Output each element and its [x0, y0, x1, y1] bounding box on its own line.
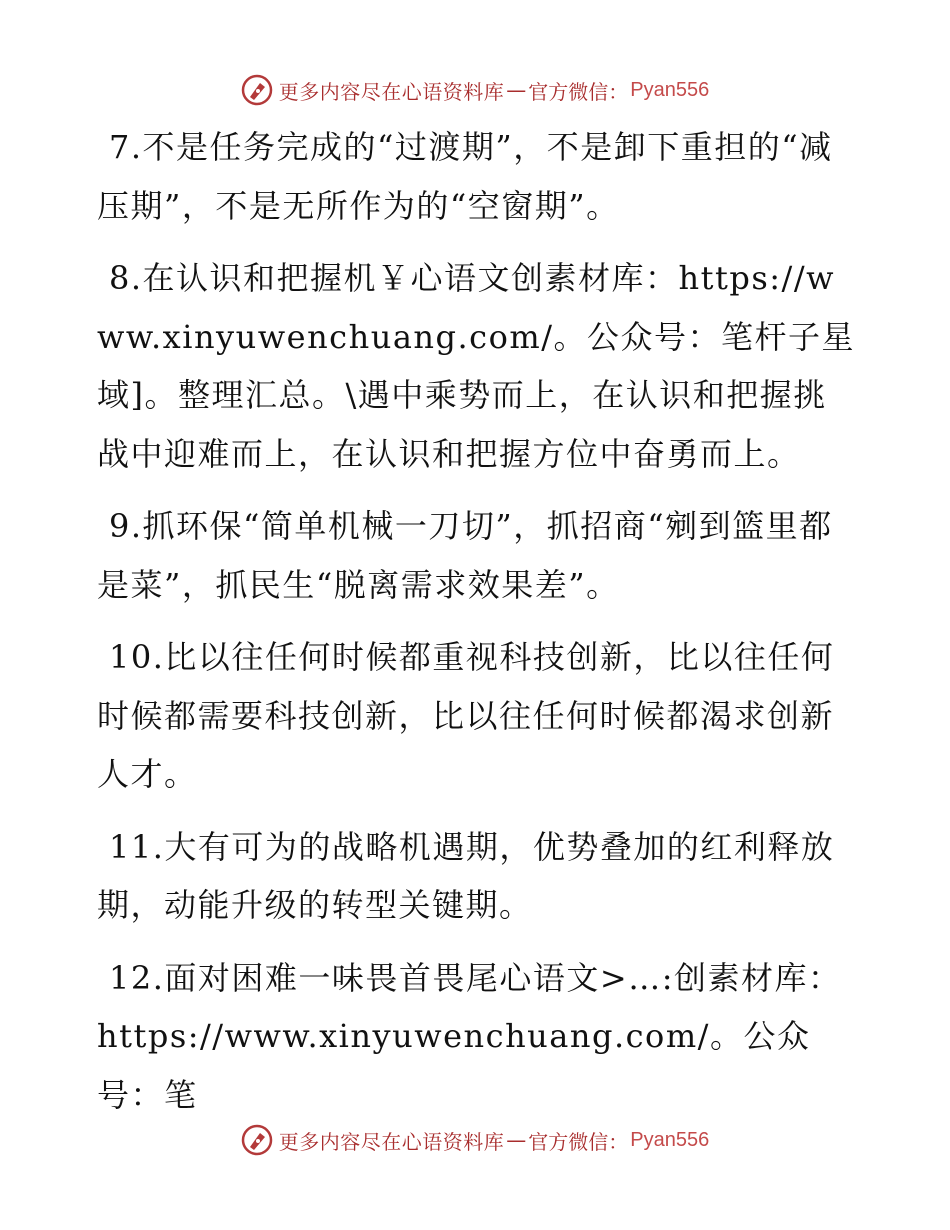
document-body	[97, 118, 857, 1138]
banner-text: 更多内容尽在心语资料库	[278, 79, 505, 104]
paragraph-11: 11.大有可为的战略机遇期，优势叠加的红利释放期，动能升级的转型关键期。	[97, 827, 835, 924]
banner-wechat-id: Pyan556	[630, 78, 710, 101]
banner-separator: —	[506, 1128, 527, 1152]
banner-text: 更多内容尽在心语资料库	[278, 1129, 505, 1154]
pen-nib-icon	[241, 74, 273, 106]
paragraph-10: 10.比以往任何时候都重视科技创新，比以往任何时候都需要科技创新，比以往任何时候都渴求创新人才。	[97, 638, 835, 793]
paragraph-7: 7.不是任务完成的“过渡期”，不是卸下重担的“减压期”，不是无所作为的“空窗期”。	[97, 128, 833, 225]
paragraph-8: 8.在认识和把握机￥心语文创素材库：https://www.xinyuwenchuang.com/。公众号：笔杆子星域]。整理汇总。\遇中乘势而上，在认识和把握挑战中迎难而上，在认识和把握方位中奋勇而上。	[97, 259, 855, 473]
paragraph-9: 9.抓环保“简单机械一刀切”，抓招商“剜到篮里都是菜”，抓民生“脱离需求效果差”。	[97, 507, 833, 604]
footer-banner	[0, 1120, 950, 1160]
paragraph-12: 12.面对困难一味畏首畏尾心语文>…:创素材库：https://www.xinyuwenchuang.com/。公众号：笔	[97, 958, 842, 1114]
pen-nib-icon	[241, 1124, 273, 1156]
header-banner	[0, 70, 950, 110]
banner-separator: —	[506, 78, 527, 102]
banner-wechat-label: 官方微信：	[528, 79, 629, 104]
banner-wechat-label: 官方微信：	[528, 1129, 629, 1154]
banner-wechat-id: Pyan556	[630, 1128, 710, 1151]
